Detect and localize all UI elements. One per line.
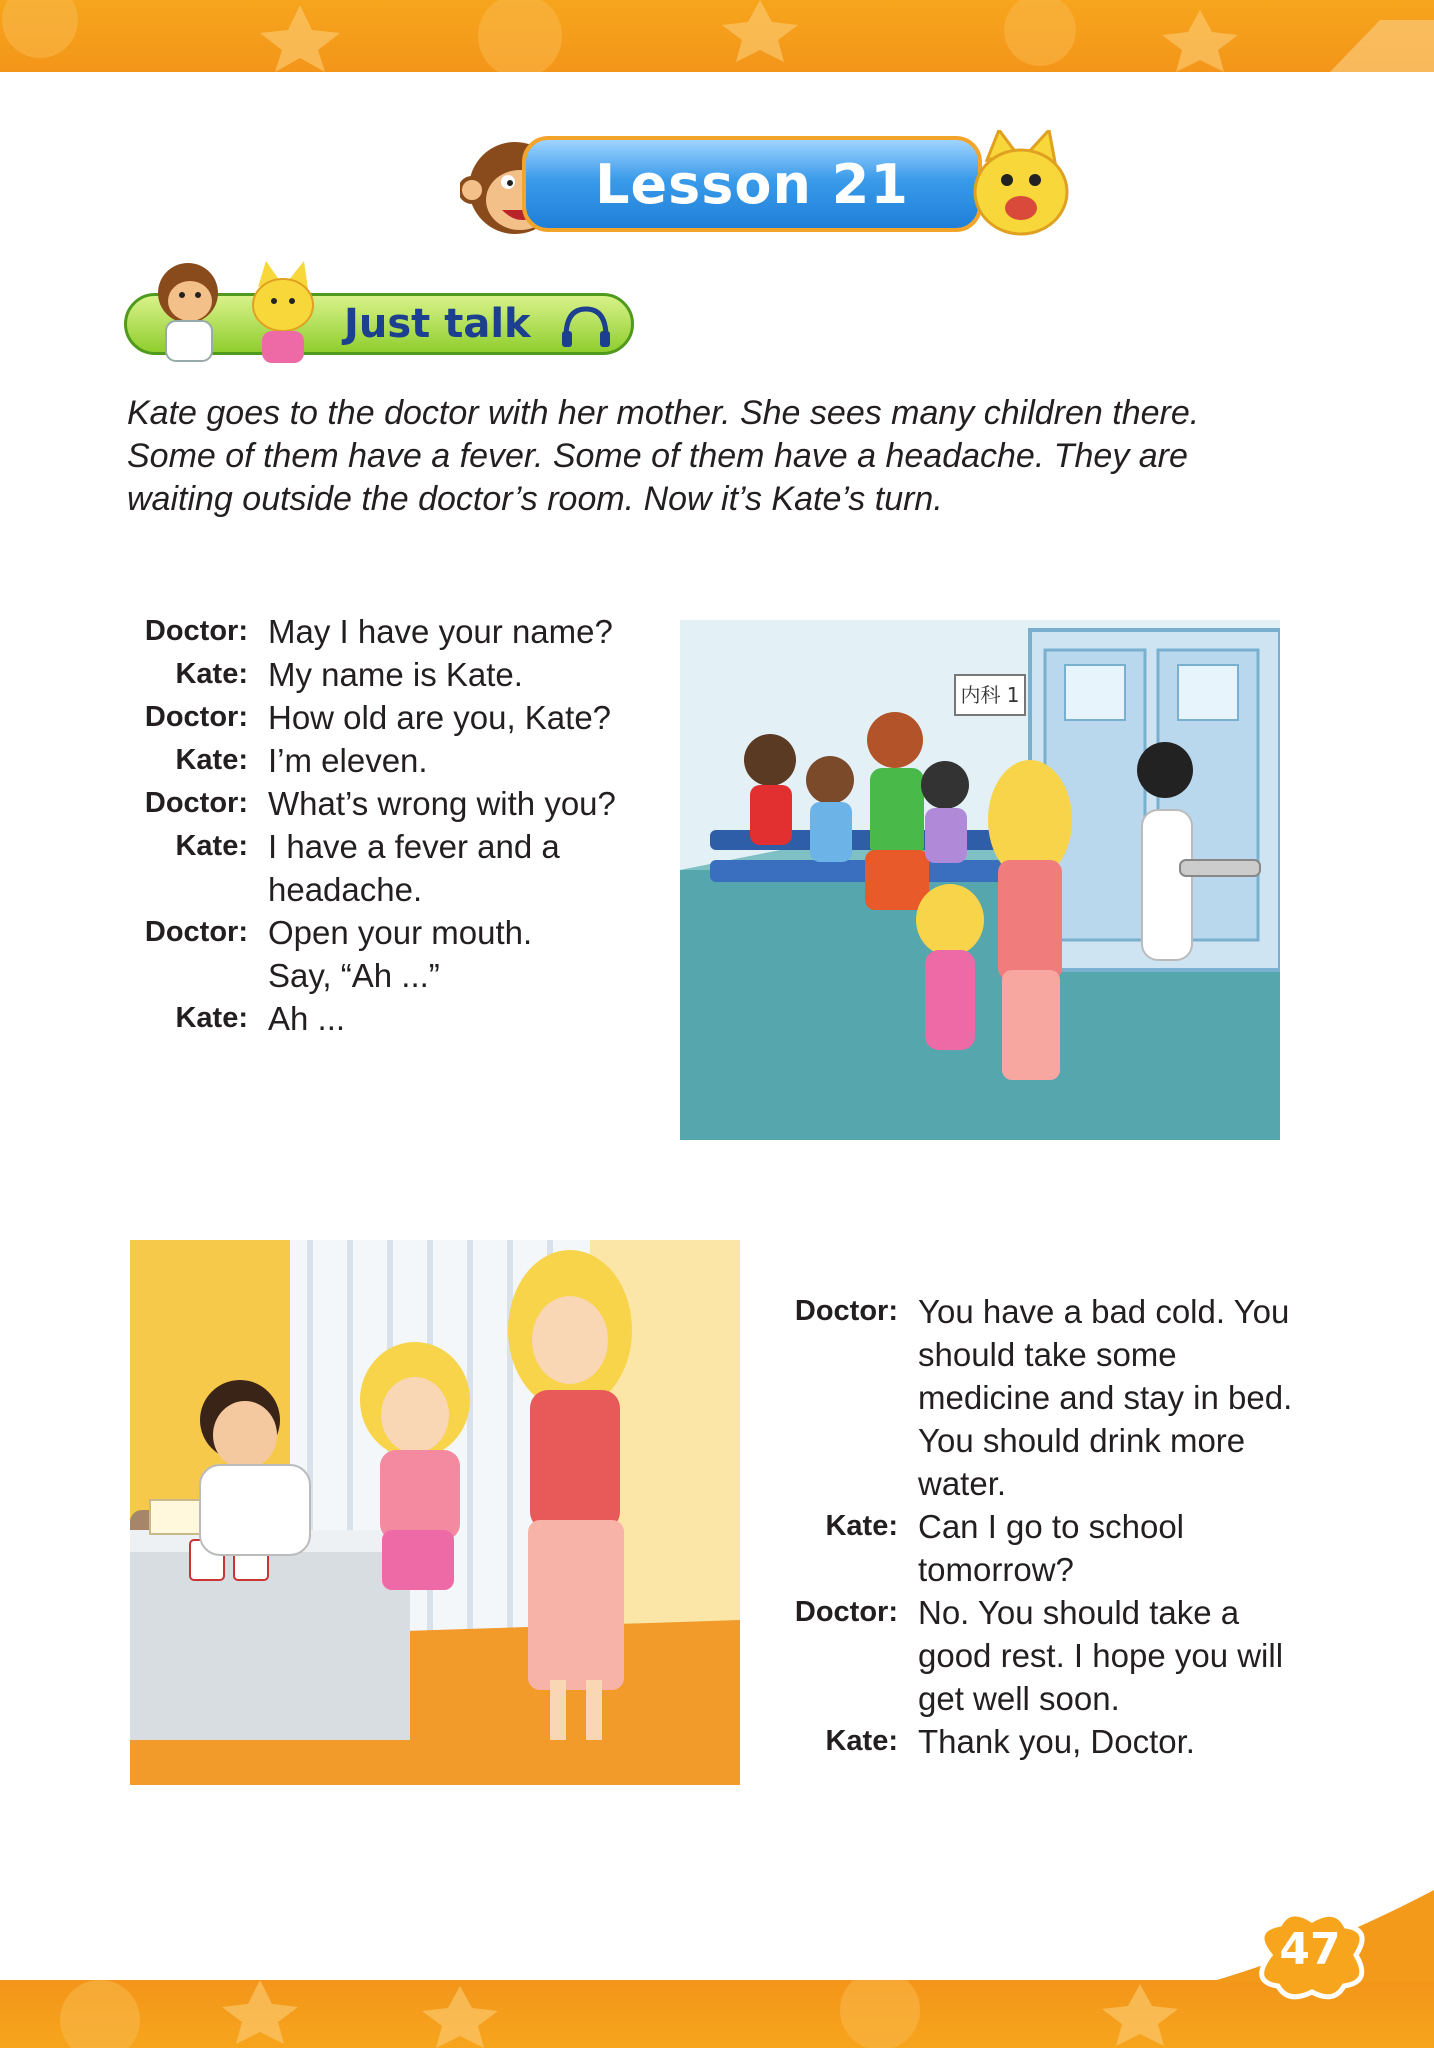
speech: I have a fever and a headache. xyxy=(268,828,560,908)
dialogue-1 xyxy=(120,610,680,1040)
dialogue-line xyxy=(120,825,680,911)
speech: How old are you, Kate? xyxy=(268,699,612,736)
speech: What’s wrong with you? xyxy=(268,785,616,822)
speaker: Doctor: xyxy=(144,787,248,819)
dialogue-2 xyxy=(770,1290,1310,1763)
speaker: Kate: xyxy=(175,1002,248,1034)
doctor-room-illustration xyxy=(130,1240,740,1785)
dialogue-line xyxy=(120,610,680,653)
speaker: Kate: xyxy=(175,830,248,862)
headphones-icon xyxy=(560,305,612,349)
dialogue-line xyxy=(120,696,680,739)
dialogue-line xyxy=(120,911,680,997)
speech: Ah ... xyxy=(268,1000,346,1037)
page-number: 47 xyxy=(1279,1924,1341,1975)
cat-mascot-icon xyxy=(965,130,1075,242)
page-number-badge xyxy=(1250,1910,1370,2000)
door-sign: 内科 1 xyxy=(960,683,1020,707)
speaker: Doctor: xyxy=(144,916,248,948)
lesson-title: Lesson 21 xyxy=(595,152,909,216)
speaker: Kate: xyxy=(175,744,248,776)
speech: My name is Kate. xyxy=(268,656,523,693)
lesson-banner xyxy=(460,130,1080,242)
dialogue-line xyxy=(120,653,680,696)
speaker: Kate: xyxy=(825,1725,898,1757)
speech: You have a bad cold. You should take some medicine and stay in bed. You should drink more water. xyxy=(918,1293,1293,1502)
dialogue-line xyxy=(770,1591,1310,1720)
dialogue-line xyxy=(770,1505,1310,1591)
intro-paragraph: Kate goes to the doctor with her mother. She sees many children there. Some of them have a fever. Some of them have a headache. They are waiting outside the doctor’s room. Now it’s Kate’s turn. xyxy=(127,394,1200,518)
top-decorative-band xyxy=(0,0,1434,72)
speaker: Doctor: xyxy=(144,615,248,647)
speech: I’m eleven. xyxy=(268,742,428,779)
speech: Can I go to school tomorrow? xyxy=(918,1508,1184,1588)
band-pattern xyxy=(0,0,1434,72)
speaker: Kate: xyxy=(825,1510,898,1542)
speech: No. You should take a good rest. I hope you will get well soon. xyxy=(918,1594,1284,1717)
dialogue-line xyxy=(120,997,680,1040)
speaker: Doctor: xyxy=(794,1295,898,1327)
speaker: Doctor: xyxy=(794,1596,898,1628)
speaker: Kate: xyxy=(175,658,248,690)
just-talk-banner xyxy=(120,255,640,365)
speaker: Doctor: xyxy=(144,701,248,733)
dialogue-line xyxy=(120,739,680,782)
dialogue-line xyxy=(120,782,680,825)
cat-girl-icon xyxy=(238,261,328,365)
monkey-doctor-icon xyxy=(140,255,230,365)
lesson-pill xyxy=(522,136,982,232)
dialogue-line xyxy=(770,1290,1310,1505)
speech: Thank you, Doctor. xyxy=(918,1723,1195,1760)
bottom-decorative-band xyxy=(0,1980,1434,2048)
band-pattern xyxy=(0,1980,1434,2048)
waiting-room-illustration xyxy=(680,620,1280,1140)
dialogue-line xyxy=(770,1720,1310,1763)
speech: Open your mouth. Say, “Ah ...” xyxy=(268,914,533,994)
just-talk-title: Just talk xyxy=(344,301,531,347)
speech: May I have your name? xyxy=(268,613,613,650)
